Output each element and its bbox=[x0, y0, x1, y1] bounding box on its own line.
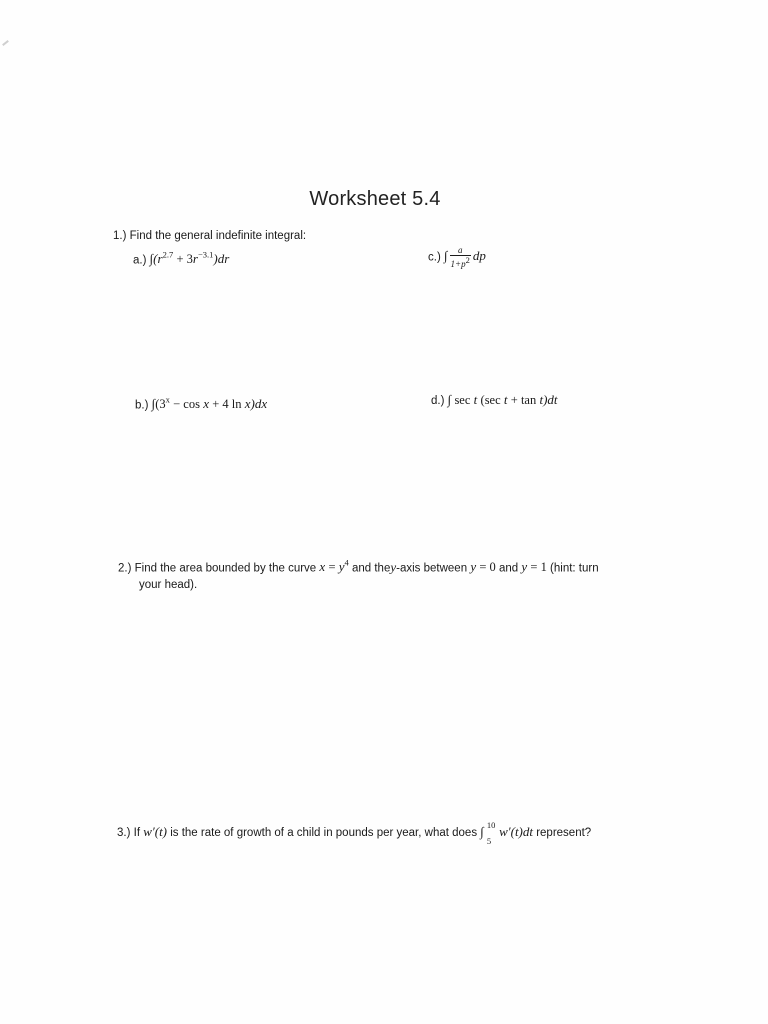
growth-rate-function: w′(t) bbox=[143, 824, 168, 839]
problem-3-text: is the rate of growth of a child in pounds per year, what does bbox=[170, 827, 478, 839]
lower-bound: y = 0 bbox=[470, 559, 496, 575]
integral-limits: 10 5 bbox=[486, 820, 496, 847]
problem-1c-integral: ∫ $\frac{a}{1+p^2}$ dp bbox=[443, 245, 486, 269]
problem-1c-label: c.) bbox=[428, 251, 441, 264]
problem-2-number: 2.) bbox=[118, 562, 132, 575]
problem-2-text: Find the area bounded by the curve bbox=[134, 562, 317, 575]
problem-1a bbox=[133, 250, 229, 267]
problem-1-prompt: Find the general indefinite integral: bbox=[129, 230, 307, 242]
problem-1a-label: a.) bbox=[133, 254, 147, 267]
problem-1-number: 1.) bbox=[113, 230, 127, 242]
problem-1b-label: b.) bbox=[135, 399, 149, 412]
problem-3 bbox=[117, 820, 592, 847]
problem-1b-integral: ∫(3$^x$ − cos x + 4 ln x)dx bbox=[151, 395, 268, 412]
problem-2-text: and bbox=[498, 562, 519, 575]
problem-1d bbox=[431, 392, 558, 408]
problem-2-text: and the bbox=[351, 562, 391, 575]
fraction: $\frac{a}{1+p^2}$ bbox=[450, 245, 470, 269]
curve-equation: $x = y^4$ bbox=[319, 558, 349, 575]
problem-2-hint: (hint: turn bbox=[550, 562, 599, 575]
problem-2-line-2: your head). bbox=[139, 579, 198, 591]
problem-1-heading bbox=[113, 230, 306, 242]
problem-1d-label: d.) bbox=[431, 395, 445, 407]
axis-variable: y bbox=[390, 559, 397, 575]
problem-1a-integral: $\int(r^{2.7} + 3r^{-3.1})dr$ bbox=[149, 250, 230, 267]
problem-1d-integral: ∫ sec t (sec t + tan t)dt bbox=[447, 392, 558, 407]
definite-integral: ∫ 10 5 w′(t)dt bbox=[480, 820, 533, 847]
upper-bound: y = 1 bbox=[521, 559, 547, 575]
problem-1b bbox=[135, 395, 267, 412]
problem-3-number: 3.) bbox=[117, 827, 131, 839]
page-title: Worksheet 5.4 bbox=[309, 188, 441, 210]
problem-3-text: If bbox=[133, 827, 141, 839]
problem-3-text: represent? bbox=[536, 827, 592, 839]
pencil-mark bbox=[2, 40, 9, 46]
problem-2-line-1 bbox=[118, 558, 599, 575]
problem-1c bbox=[428, 246, 486, 269]
problem-2-text: -axis between bbox=[396, 562, 468, 575]
